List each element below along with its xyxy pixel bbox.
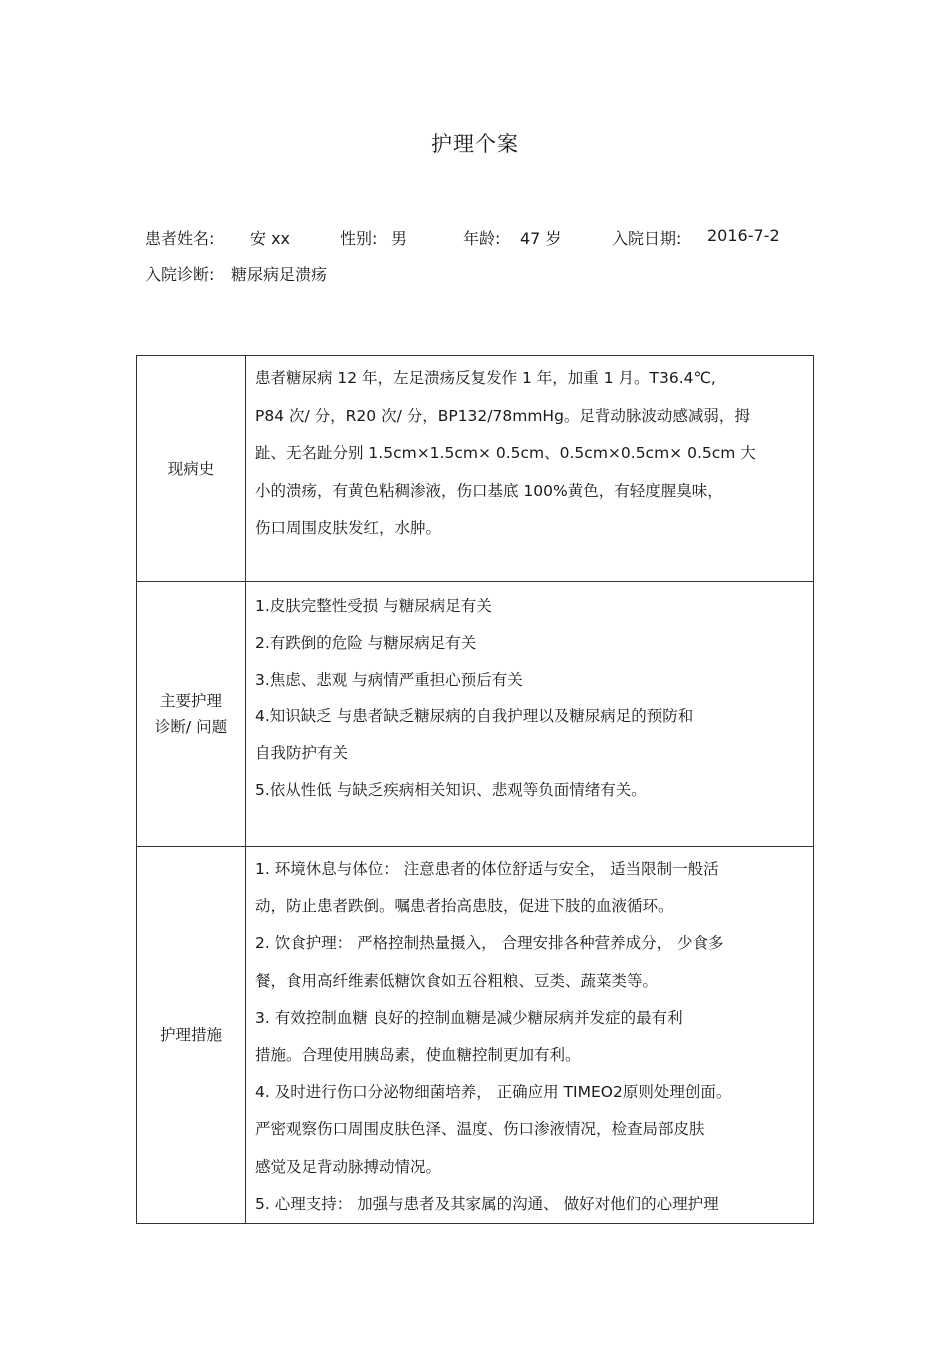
measures-label-cell bbox=[137, 847, 246, 1224]
diagnosis-content-cell bbox=[246, 582, 814, 847]
diagnosis-label-cell bbox=[137, 582, 246, 847]
history-line: 趾、无名趾分别 1.5cm×1.5cm× 0.5cm、0.5cm×0.5cm× 0.5cm 大 bbox=[255, 444, 756, 462]
history-line: 小的溃疡，有黄色粘稠渗液，伤口基底 100%黄色，有轻度腥臭味， bbox=[255, 481, 723, 500]
measures-line: 感觉及足背动脉搏动情况。 bbox=[255, 1157, 442, 1176]
diagnosis-item: 1.皮肤完整性受损 与糖尿病足有关 bbox=[255, 597, 492, 615]
age-label: 年龄: bbox=[463, 229, 501, 248]
admission-date-label: 入院日期: bbox=[612, 229, 682, 248]
measures-line: 4. 及时进行伤口分泌物细菌培养， 正确应用 TIMEO2原则处理创面。 bbox=[255, 1083, 732, 1102]
measures-line: 2. 饮食护理： 严格控制热量摄入， 合理安排各种营养成分， 少食多 bbox=[255, 934, 724, 953]
diagnosis-item: 2.有跌倒的危险 与糖尿病足有关 bbox=[255, 633, 477, 652]
measures-line: 餐，食用高纤维素低糖饮食如五谷粗粮、豆类、蔬菜类等。 bbox=[255, 971, 659, 990]
measures-line: 5. 心理支持： 加强与患者及其家属的沟通、 做好对他们的心理护理 bbox=[255, 1194, 719, 1213]
nursing-record-table bbox=[136, 355, 814, 1224]
diagnosis-item: 自我防护有关 bbox=[255, 744, 349, 763]
history-line: 患者糖尿病 12 年，左足溃疡反复发作 1 年，加重 1 月。T36.4℃, bbox=[255, 369, 716, 387]
measures-content-cell bbox=[246, 847, 814, 1224]
patient-name-label: 患者姓名: bbox=[145, 229, 215, 248]
admission-date-value: 2016-7-2 bbox=[707, 226, 780, 245]
measures-line: 严密观察伤口周围皮肤色泽、温度、伤口渗液情况，检查局部皮肤 bbox=[255, 1120, 705, 1139]
history-line: P84 次/ 分，R20 次/ 分，BP132/78mmHg。足背动脉波动感减弱，拇 bbox=[255, 406, 750, 425]
history-label-cell bbox=[137, 356, 246, 582]
history-content-cell bbox=[246, 356, 814, 582]
gender-value: 男 bbox=[391, 229, 408, 248]
age-value: 47 岁 bbox=[520, 229, 562, 248]
patient-name-value: 安 xx bbox=[250, 229, 291, 248]
diagnosis-label-line: 主要护理 bbox=[159, 692, 222, 710]
measures-line: 1. 环境休息与体位： 注意患者的体位舒适与安全， 适当限制一般活 bbox=[255, 860, 719, 878]
measures-line: 3. 有效控制血糖 良好的控制血糖是减少糖尿病并发症的最有利 bbox=[255, 1008, 683, 1027]
diagnosis-item: 4.知识缺乏 与患者缺乏糖尿病的自我护理以及糖尿病足的预防和 bbox=[255, 707, 694, 726]
document-title: 护理个案 bbox=[431, 132, 519, 156]
history-line: 伤口周围皮肤发红，水肿。 bbox=[255, 519, 442, 537]
diagnosis-row bbox=[137, 582, 814, 847]
gender-label: 性别: bbox=[340, 229, 378, 248]
measures-row bbox=[137, 847, 814, 1224]
diagnosis-item: 3.焦虑、悲观 与病情严重担心预后有关 bbox=[255, 670, 523, 689]
measures-label: 护理措施 bbox=[159, 1026, 222, 1045]
admission-diagnosis-value: 糖尿病足溃疡 bbox=[231, 265, 328, 284]
measures-line: 措施。合理使用胰岛素，使血糖控制更加有利。 bbox=[255, 1046, 581, 1065]
diagnosis-item: 5.依从性低 与缺乏疾病相关知识、悲观等负面情绪有关。 bbox=[255, 780, 647, 799]
history-label: 现病史 bbox=[167, 459, 215, 478]
measures-line: 动，防止患者跌倒。嘱患者抬高患肢，促进下肢的血液循环。 bbox=[255, 897, 674, 916]
history-row bbox=[137, 356, 814, 582]
diagnosis-label-line: 诊断/ 问题 bbox=[154, 718, 228, 736]
admission-diagnosis-label: 入院诊断: bbox=[145, 265, 215, 284]
